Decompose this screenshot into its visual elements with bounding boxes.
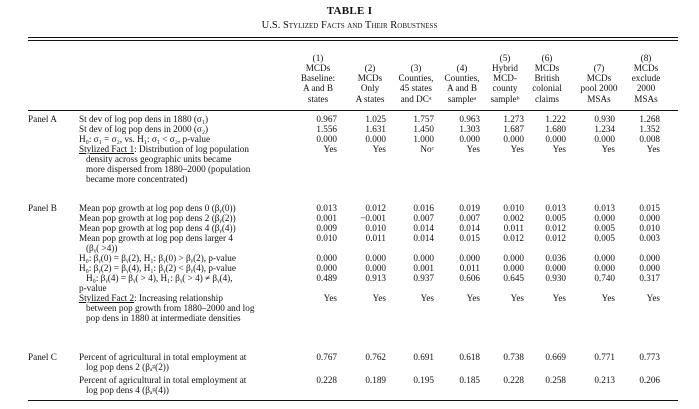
table-cell: 1.556 bbox=[316, 124, 337, 134]
table-cell: Yes bbox=[601, 144, 615, 154]
table-cell: Yes bbox=[420, 293, 434, 303]
top-rule bbox=[28, 37, 678, 38]
column-header-6 bbox=[526, 42, 568, 104]
table-cell: 0.013 bbox=[594, 203, 615, 213]
header-rule bbox=[28, 110, 678, 111]
panel-b-label: Panel B bbox=[28, 203, 57, 213]
column-number: (4) bbox=[456, 62, 468, 73]
table-cell: 0.002 bbox=[503, 213, 524, 223]
table-cell: Yes bbox=[323, 293, 337, 303]
table-cell: 0.007 bbox=[413, 213, 434, 223]
table-cell: 0.005 bbox=[594, 233, 615, 243]
table-cell: 0.016 bbox=[413, 203, 434, 213]
row-label bbox=[79, 144, 249, 154]
stylized-fact-text: : Distribution of log population bbox=[134, 144, 249, 154]
table-cell: Yes bbox=[466, 144, 480, 154]
table-cell: 0.740 bbox=[594, 273, 615, 283]
column-number: (7) bbox=[593, 62, 605, 73]
table-cell: 0.008 bbox=[639, 134, 660, 144]
table-cell: 0.005 bbox=[594, 223, 615, 233]
table-cell: 0.000 bbox=[503, 253, 524, 263]
table-cell: Yes bbox=[646, 293, 660, 303]
table-cell: 0.036 bbox=[545, 253, 566, 263]
table-cell: 0.000 bbox=[413, 253, 434, 263]
table-cell: 0.000 bbox=[594, 253, 615, 263]
column-header-line: and DCᵃ bbox=[400, 93, 432, 104]
column-number: (8) bbox=[640, 52, 652, 63]
column-header-line: sampleᵃ bbox=[447, 93, 477, 104]
column-header-line: MCDs bbox=[586, 73, 612, 84]
row-label: Mean pop growth at log pop dens 0 (βᵧ(0)) bbox=[79, 203, 236, 213]
table-cell: Yes bbox=[646, 144, 660, 154]
table-cell: 0.489 bbox=[316, 273, 337, 283]
row-label bbox=[79, 293, 223, 303]
column-number: (2) bbox=[364, 62, 376, 73]
table-cell: 1.000 bbox=[413, 134, 434, 144]
table-cell: 0.645 bbox=[503, 273, 524, 283]
table-cell: 0.019 bbox=[459, 203, 480, 213]
table-cell: 0.012 bbox=[503, 233, 524, 243]
table-cell: 0.000 bbox=[594, 134, 615, 144]
table-cell: 0.000 bbox=[365, 134, 386, 144]
column-header-line: states bbox=[307, 93, 329, 104]
column-header-line: colonial bbox=[532, 83, 562, 94]
column-header-line: 45 states bbox=[400, 83, 432, 94]
table-cell: 0.001 bbox=[316, 213, 337, 223]
table-cell: 0.003 bbox=[639, 233, 660, 243]
column-number: (3) bbox=[410, 62, 422, 73]
table-cell: 0.000 bbox=[316, 253, 337, 263]
table-cell: Yes bbox=[601, 293, 615, 303]
row-label: pop dens in 1880 at intermediate densities bbox=[86, 313, 241, 323]
table-cell: 1.687 bbox=[503, 124, 524, 134]
table-cell: 1.234 bbox=[594, 124, 615, 134]
table-cell: 0.000 bbox=[545, 263, 566, 273]
row-label: (βᵧ( >4)) bbox=[86, 243, 118, 253]
table-cell: Yes bbox=[372, 293, 386, 303]
table-cell: 0.317 bbox=[639, 273, 660, 283]
column-header-line: Counties, bbox=[444, 73, 480, 84]
row-label: Mean pop growth at log pop dens larger 4 bbox=[79, 233, 233, 243]
column-header-line: Baseline: bbox=[300, 73, 336, 84]
column-header-7 bbox=[574, 42, 624, 104]
row-label: H₀: βᵧ(4) = βᵧ( > 4), H₁: βᵧ( > 4) ≠ βᵧ(4), bbox=[86, 273, 233, 283]
table-cell: 0.014 bbox=[413, 223, 434, 233]
row-label: log pop dens 4 (βₐᵍ(4)) bbox=[86, 385, 169, 395]
table-cell: 0.000 bbox=[503, 263, 524, 273]
table-cell: 0.014 bbox=[459, 223, 480, 233]
row-label: log pop dens 2 (βₐᵍ(2)) bbox=[86, 362, 169, 372]
table-cell: 1.273 bbox=[503, 114, 524, 124]
table-cell: 0.000 bbox=[316, 134, 337, 144]
table-cell: 0.000 bbox=[594, 263, 615, 273]
table-cell: 0.011 bbox=[459, 263, 480, 273]
table-cell: 1.631 bbox=[365, 124, 386, 134]
table-cell: 1.025 bbox=[365, 114, 386, 124]
column-header-line: Counties, bbox=[398, 73, 434, 84]
column-header-line: MCDs bbox=[357, 73, 383, 84]
table-cell: 0.000 bbox=[316, 263, 337, 273]
row-label: Percent of agricultural in total employment at bbox=[79, 375, 247, 385]
table-cell: 0.185 bbox=[459, 375, 480, 385]
table-cell: Yes bbox=[510, 293, 524, 303]
column-header-line: A and B bbox=[302, 83, 334, 94]
table-cell: 0.258 bbox=[545, 375, 566, 385]
table-cell: 0.015 bbox=[459, 233, 480, 243]
row-label: between pop growth from 1880–2000 and log bbox=[86, 303, 255, 313]
table-cell: 0.228 bbox=[503, 375, 524, 385]
top-rule-inner bbox=[28, 40, 678, 41]
table-cell: 0.015 bbox=[639, 203, 660, 213]
column-header-line: British bbox=[534, 73, 560, 84]
table-cell: 0.937 bbox=[413, 273, 434, 283]
row-label: St dev of log pop dens in 1880 (σ₁) bbox=[79, 114, 209, 124]
table-cell: Yes bbox=[323, 144, 337, 154]
column-header-line: MSAs bbox=[634, 93, 658, 104]
table-cell: 0.000 bbox=[365, 253, 386, 263]
column-number: (6) bbox=[541, 52, 553, 63]
table-cell: 0.000 bbox=[459, 134, 480, 144]
table-cell: 0.000 bbox=[639, 263, 660, 273]
table-cell: 0.771 bbox=[594, 352, 615, 362]
table-cell: 1.222 bbox=[545, 114, 566, 124]
table-cell: 0.762 bbox=[365, 352, 386, 362]
table-cell: 0.967 bbox=[316, 114, 337, 124]
table-cell: 1.352 bbox=[639, 124, 660, 134]
table-cell: 0.963 bbox=[459, 114, 480, 124]
table-cell: 0.767 bbox=[316, 352, 337, 362]
table-cell: 0.913 bbox=[365, 273, 386, 283]
column-header-5 bbox=[484, 42, 526, 104]
table-cell: Yes bbox=[372, 144, 386, 154]
table-cell: 0.001 bbox=[413, 263, 434, 273]
row-label: more dispersed from 1880–2000 (population bbox=[86, 164, 251, 174]
table-cell: 0.007 bbox=[459, 213, 480, 223]
table-cell: 0.005 bbox=[545, 213, 566, 223]
column-header-line: sampleᵇ bbox=[490, 93, 520, 104]
table-cell: 0.010 bbox=[639, 223, 660, 233]
panel-c-label: Panel C bbox=[28, 352, 57, 362]
row-label: p-value bbox=[79, 283, 107, 293]
table-cell: 0.000 bbox=[545, 134, 566, 144]
table-cell: 0.606 bbox=[459, 273, 480, 283]
column-header-line: claims bbox=[535, 93, 559, 104]
row-label: H₀: βᵧ(0) = βᵧ(2), H₁: βᵧ(0) > βᵧ(2), p-value bbox=[79, 253, 236, 263]
table-cell: 1.757 bbox=[413, 114, 434, 124]
table-cell: 0.010 bbox=[316, 233, 337, 243]
column-header-line: Hybrid bbox=[491, 62, 519, 73]
table-cell: 0.669 bbox=[545, 352, 566, 362]
row-label: Mean pop growth at log pop dens 2 (βᵧ(2)) bbox=[79, 213, 236, 223]
column-header-line: MCD- bbox=[493, 73, 517, 84]
table-cell: 0.228 bbox=[316, 375, 337, 385]
column-header-8 bbox=[626, 42, 666, 104]
table-cell: 0.000 bbox=[459, 253, 480, 263]
column-header-line: exclude bbox=[631, 73, 661, 84]
stylized-fact-text: : Increasing relationship bbox=[134, 293, 223, 303]
table-title: TABLE I bbox=[326, 5, 373, 17]
table-cell: Noᶜ bbox=[420, 144, 434, 154]
row-label: density across geographic units became bbox=[86, 154, 232, 164]
column-header-4 bbox=[439, 42, 485, 104]
stylized-fact-label: Stylized Fact 1 bbox=[79, 144, 135, 154]
table-cell: 0.213 bbox=[594, 375, 615, 385]
column-header-line: pool 2000 bbox=[580, 83, 618, 94]
column-header-line: 2000 bbox=[636, 83, 656, 94]
column-header-3 bbox=[391, 42, 441, 104]
table-cell: −0.001 bbox=[360, 213, 386, 223]
table-cell: 0.012 bbox=[545, 233, 566, 243]
table-cell: 0.738 bbox=[503, 352, 524, 362]
row-label: became more concentrated) bbox=[86, 174, 188, 184]
table-cell: 1.268 bbox=[639, 114, 660, 124]
table-subtitle: U.S. Stylized Facts and Their Robustness bbox=[261, 20, 438, 31]
table-cell: 0.000 bbox=[639, 253, 660, 263]
table-cell: 0.000 bbox=[503, 134, 524, 144]
column-header-line: MCDs bbox=[534, 62, 560, 73]
table-cell: Yes bbox=[552, 144, 566, 154]
table-cell: 0.000 bbox=[639, 213, 660, 223]
table-cell: 1.303 bbox=[459, 124, 480, 134]
table-cell: 0.189 bbox=[365, 375, 386, 385]
column-header-line: MCDs bbox=[305, 62, 331, 73]
table-cell: 0.930 bbox=[545, 273, 566, 283]
table-cell: 0.009 bbox=[316, 223, 337, 233]
table-cell: 0.012 bbox=[545, 223, 566, 233]
column-header-line: A and B bbox=[446, 83, 478, 94]
table-cell: 1.450 bbox=[413, 124, 434, 134]
column-header-line: MCDs bbox=[633, 62, 659, 73]
table-cell: 0.011 bbox=[365, 233, 386, 243]
column-header-line: Only bbox=[360, 83, 380, 94]
table-cell: 0.013 bbox=[316, 203, 337, 213]
row-label: Mean pop growth at log pop dens 4 (βᵧ(4)) bbox=[79, 223, 236, 233]
column-header-2 bbox=[350, 42, 390, 104]
bottom-rule bbox=[28, 400, 678, 401]
table-cell: Yes bbox=[552, 293, 566, 303]
table-cell: 0.618 bbox=[459, 352, 480, 362]
table-cell: 0.000 bbox=[594, 213, 615, 223]
row-label: St dev of log pop dens in 2000 (σ₂) bbox=[79, 124, 209, 134]
column-header-line: A states bbox=[355, 93, 385, 104]
panel-a-label: Panel A bbox=[28, 114, 57, 124]
stylized-fact-label: Stylized Fact 2 bbox=[79, 293, 135, 303]
table-cell: 0.011 bbox=[503, 223, 524, 233]
table-cell: 0.195 bbox=[413, 375, 434, 385]
table-cell: 0.013 bbox=[545, 203, 566, 213]
table-cell: 0.000 bbox=[365, 263, 386, 273]
column-number: (5) bbox=[499, 52, 511, 63]
row-label: Percent of agricultural in total employment at bbox=[79, 352, 247, 362]
table-cell: 0.691 bbox=[413, 352, 434, 362]
table-cell: 0.010 bbox=[503, 203, 524, 213]
table-cell: 0.012 bbox=[365, 203, 386, 213]
table-cell: Yes bbox=[510, 144, 524, 154]
table-cell: Yes bbox=[466, 293, 480, 303]
column-number: (1) bbox=[312, 52, 324, 63]
table-cell: 0.014 bbox=[413, 233, 434, 243]
table-cell: 0.773 bbox=[639, 352, 660, 362]
table-cell: 0.010 bbox=[365, 223, 386, 233]
column-header-line: MSAs bbox=[587, 93, 611, 104]
column-header-line: county bbox=[492, 83, 518, 94]
column-header-1 bbox=[296, 42, 340, 104]
table-cell: 1.680 bbox=[545, 124, 566, 134]
table-cell: 0.930 bbox=[594, 114, 615, 124]
row-label: H₀: σ₁ = σ₂, vs. H₁: σ₁ < σ₂, p-value bbox=[79, 134, 211, 144]
row-label: H₀: βᵧ(2) = βᵧ(4), H₁: βᵧ(2) < βᵧ(4), p-value bbox=[79, 263, 236, 273]
table-cell: 0.206 bbox=[639, 375, 660, 385]
